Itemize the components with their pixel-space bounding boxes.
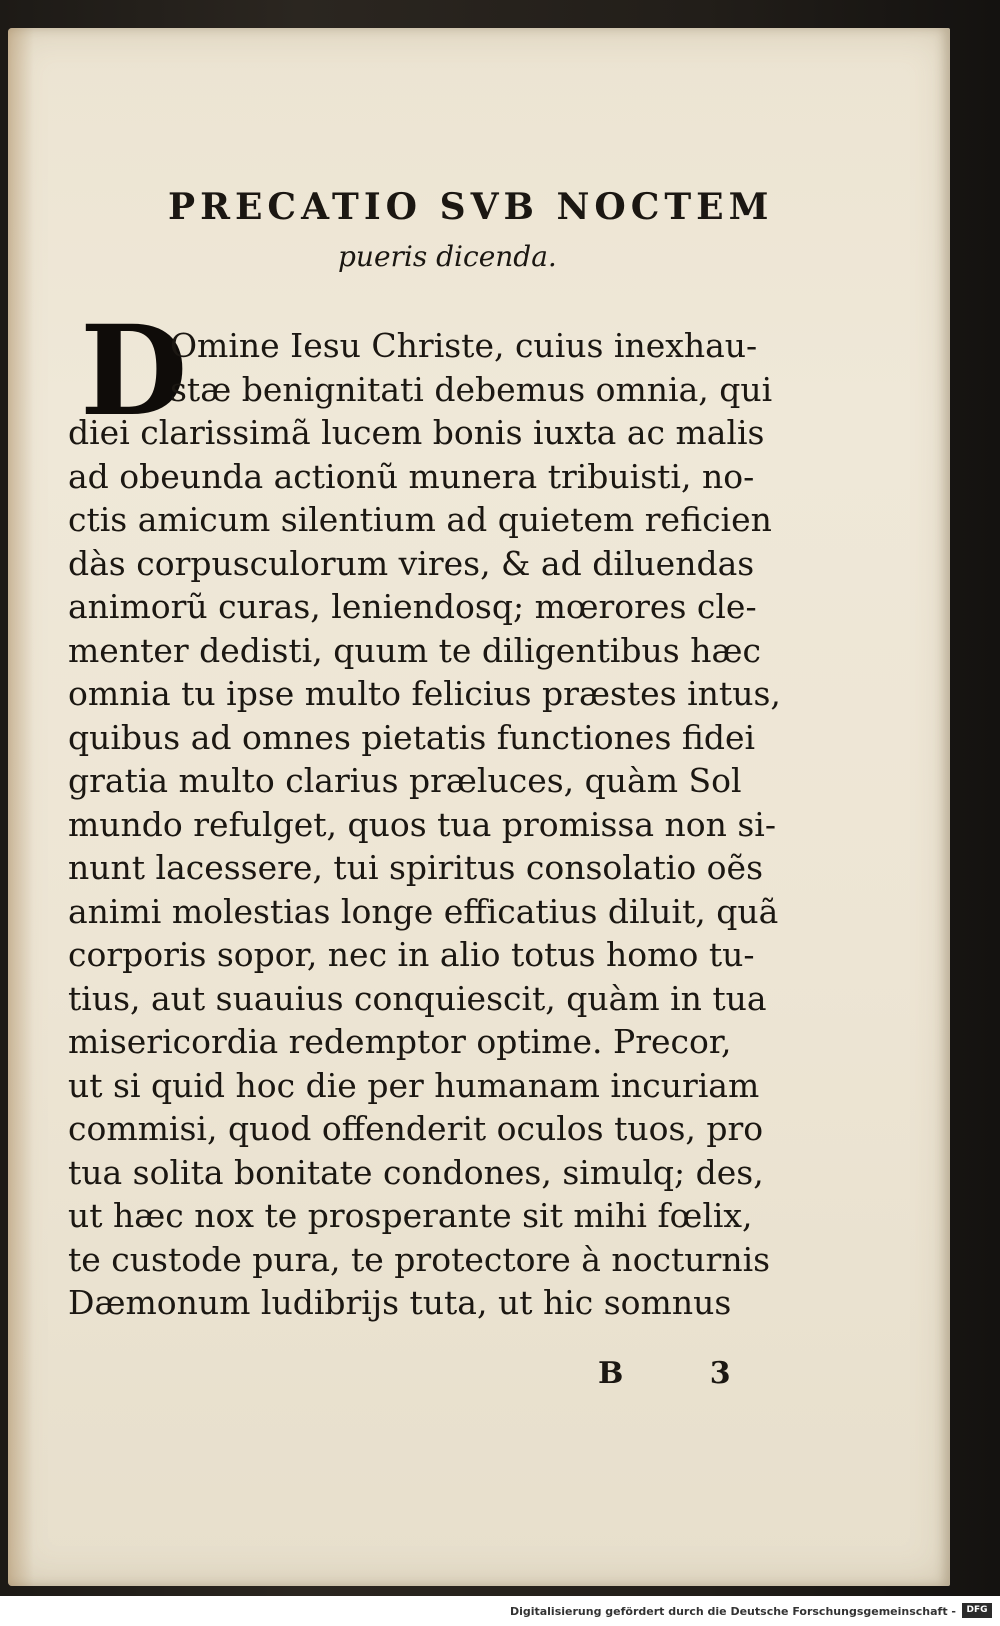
text-line: animi molestias longe efficatius diluit, quã xyxy=(68,891,779,931)
text-line: animorũ curas, leniendosq; mœrores cle- xyxy=(68,587,757,626)
text-line: quibus ad omnes pietatis functiones fidei xyxy=(68,717,756,757)
text-line: dàs corpusculorum vires, & ad diluendas xyxy=(68,543,755,583)
text-line: ut si quid hoc die per humanam incuriam xyxy=(68,1065,760,1105)
text-line: ctis amicum silentium ad quietem reficien xyxy=(68,500,772,539)
text-line: Omine Iesu Christe, cuius inexhau- xyxy=(170,326,758,365)
text-line: diei clarissimã lucem bonis iuxta ac malis xyxy=(68,413,765,452)
drop-cap-initial: D xyxy=(80,299,188,444)
text-line: nunt lacessere, tui spiritus consolatio oẽs xyxy=(68,848,764,887)
dfg-logo: DFG xyxy=(962,1603,992,1618)
signature-mark: B 3 xyxy=(598,1356,769,1391)
text-line: Dæmonum ludibrijs tuta, ut hic somnus xyxy=(68,1283,732,1322)
text-line: stæ benignitati debemus omnia, qui xyxy=(170,369,773,409)
text-line: misericordia redemptor optime. Precor, xyxy=(68,1022,732,1061)
text-line: omnia tu ipse multo felicius præstes intus, xyxy=(68,674,781,713)
text-line: tua solita bonitate condones, simulq; des, xyxy=(68,1152,764,1192)
text-line: menter dedisti, quum te diligentibus hæc xyxy=(68,630,761,670)
prayer-text xyxy=(68,324,788,1325)
book-page xyxy=(8,28,950,1586)
text-line: corporis sopor, nec in alio totus homo tu- xyxy=(68,935,755,974)
text-line: ut hæc nox te prosperante sit mihi fœlix, xyxy=(68,1196,753,1235)
text-line: mundo refulget, quos tua promissa non si- xyxy=(68,804,777,844)
page-title: PRECATIO SVB NOCTEM xyxy=(168,186,774,228)
text-line: te custode pura, te protectore à nocturnis xyxy=(68,1239,771,1279)
page-subtitle: pueris dicenda. xyxy=(338,240,557,273)
text-line: gratia multo clarius præluces, quàm Sol xyxy=(68,761,742,800)
text-line: ad obeunda actionũ munera tribuisti, no- xyxy=(68,456,755,496)
funding-credit: Digitalisierung gefördert durch die Deutsche Forschungsgemeinschaft - xyxy=(509,1605,956,1618)
text-line: commisi, quod offenderit oculos tuos, pro xyxy=(68,1109,764,1148)
digitization-footer xyxy=(0,1596,1000,1626)
text-line: tius, aut suauius conquiescit, quàm in tua xyxy=(68,978,767,1018)
